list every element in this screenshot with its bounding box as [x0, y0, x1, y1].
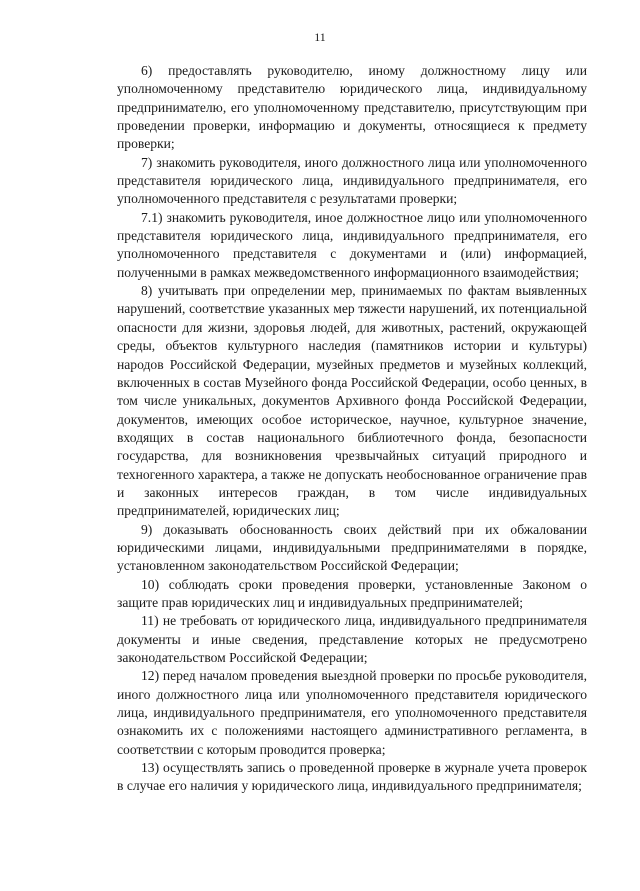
paragraph-item-12: 12) перед началом проведения выездной проверки по просьбе руководителя, иного должностного лица или уполномоченного представителя юридического лица, индивидуального предпринимателя, его уполномоченного представителя ознакомить их с положениями настоящего административного регламента, в соответствии с которым проводится проверка; [117, 668, 587, 757]
paragraph-item-8: 8) учитывать при определении мер, принимаемых по фактам выявленных нарушений, соответствие указанных мер тяжести нарушений, их потенциальной опасности для жизни, здоровья людей, для животных, растений, окружающей среды, объектов культурного наследия (памятников истории и культуры) народов Российской Федерации, музейных предметов и музейных коллекций, включенных в состав Музейного фонда Российской Федерации, особо ценных, в том числе уникальных, документов Архивного фонда Российской Федерации, документов, имеющих особое историческое, научное, культурное значение, входящих в состав национального библиотечного фонда, безопасности государства, для возникновения чрезвычайных ситуаций природного и техногенного характера, а также не допускать необоснованное ограничение прав и законных интересов граждан, в том числе индивидуальных предпринимателей, юридических лиц; [117, 283, 587, 519]
paragraph-item-7: 7) знакомить руководителя, иного должностного лица или уполномоченного представителя юридического лица, индивидуального предпринимателя, его уполномоченного представителя с результатами проверки; [117, 154, 587, 207]
paragraph-item-11: 11) не требовать от юридического лица, индивидуального предпринимателя документы и иные сведения, представление которых не предусмотрено законодательством Российской Федерации; [117, 613, 587, 665]
paragraph-item-9: 9) доказывать обоснованность своих действий при их обжаловании юридическими лицами, индивидуальными предпринимателями в порядке, установленном законодательством Российской Федерации; [117, 521, 587, 574]
paragraph-item-7-1: 7.1) знакомить руководителя, иное должностное лицо или уполномоченного представителя юридического лица, индивидуального предпринимателя, его уполномоченного представителя с документами и (или) информацией, полученными в рамках межведомственного информационного взаимодействия; [117, 209, 587, 280]
page-number: 11 [314, 30, 326, 44]
paragraph-item-6: 6) предоставлять руководителю, иному должностному лицу или уполномоченному представителю юридического лица, индивидуальному предпринимателю, его уполномоченному представителю, присутствующим при проведении проверки, информацию и документы, относящиеся к предмету проверки; [117, 63, 587, 152]
document-body [117, 62, 587, 796]
paragraph-item-10: 10) соблюдать сроки проведения проверки, установленные Законом о защите прав юридических лиц и индивидуальных предпринимателей; [117, 576, 587, 610]
paragraph-item-13: 13) осуществлять запись о проведенной проверке в журнале учета проверок в случае его наличия у юридического лица, индивидуального предпринимателя; [117, 760, 587, 794]
